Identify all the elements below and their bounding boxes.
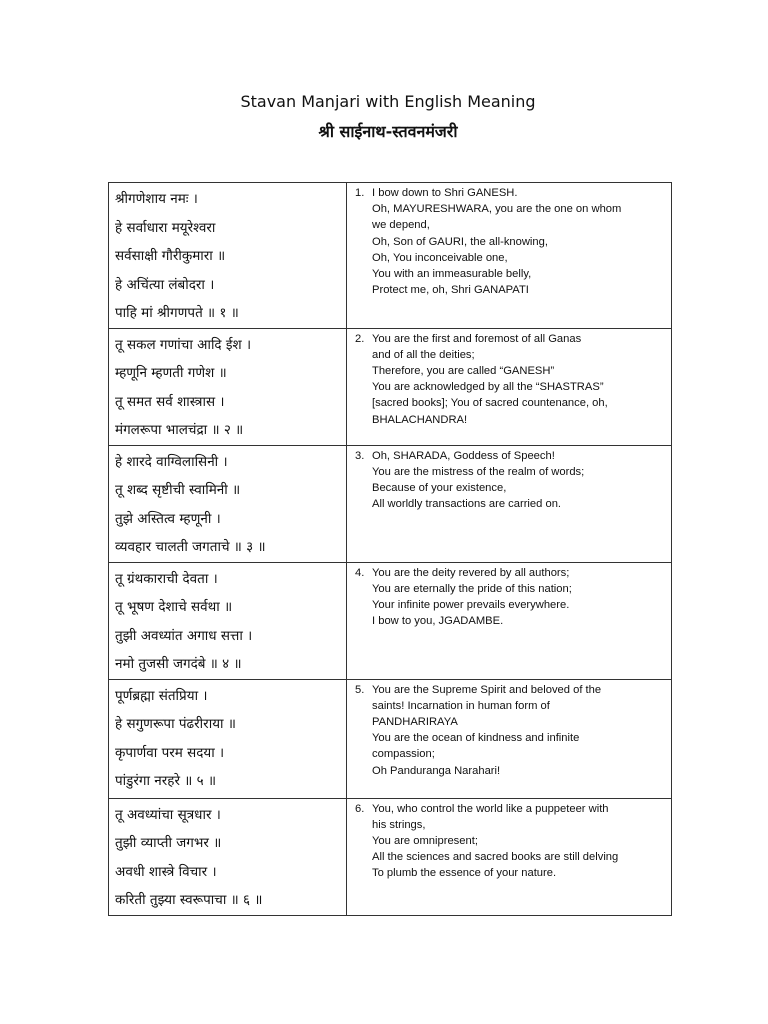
- english-meaning-lines: [372, 185, 667, 298]
- marathi-verse-lines: [109, 799, 346, 915]
- marathi-verse-line: व्यवहार चालती जगताचे ॥ ३ ॥: [115, 539, 266, 555]
- verse-number: 2.: [355, 332, 365, 345]
- english-meaning-line: Therefore, you are called “GANESH”: [372, 364, 555, 377]
- english-meaning-lines: [372, 448, 667, 513]
- marathi-verse-line: मंगलरूपा भालचंद्रा ॥ २ ॥: [115, 422, 244, 438]
- verse-row: [109, 562, 672, 679]
- marathi-verse-line: तू शब्द सृष्टीची स्वामिनी ॥: [115, 482, 241, 498]
- marathi-verse-line: तू ग्रंथकाराची देवता ।: [115, 570, 218, 587]
- marathi-verse-line: तू भूषण देशाचे सर्वथा ॥: [115, 599, 233, 615]
- marathi-verse-line: पूर्णब्रह्मा संतप्रिया ।: [115, 687, 208, 704]
- english-meaning-cell: [347, 328, 672, 445]
- english-meaning-line: Protect me, oh, Shri GANAPATI: [372, 284, 529, 297]
- marathi-verse-line: तू समत सर्व शास्त्रास ।: [115, 393, 225, 410]
- verse-row: [109, 328, 672, 445]
- document-title: Stavan Manjari with English Meaning: [240, 92, 536, 111]
- english-meaning-block: [347, 183, 671, 298]
- english-meaning-line: All the sciences and sacred books are still delving: [372, 851, 619, 864]
- marathi-verse-line: करिती तुझ्या स्वरूपाचा ॥ ६ ॥: [115, 892, 263, 908]
- marathi-verse-line: हे सगुणरूपा पंढरीराया ॥: [115, 716, 236, 732]
- english-meaning-line: You are the first and foremost of all Ganas: [372, 332, 582, 345]
- verse-number: 3.: [355, 449, 365, 462]
- english-meaning-line: Oh, MAYURESHWARA, you are the one on whom: [372, 203, 622, 216]
- english-meaning-line: All worldly transactions are carried on.: [372, 498, 562, 511]
- marathi-verse-line: तू अवध्यांचा सूत्रधार ।: [115, 806, 221, 823]
- marathi-verse-line: पांडुरंगा नरहरे ॥ ५ ॥: [115, 773, 217, 789]
- marathi-verse-lines: [109, 563, 346, 679]
- english-meaning-line: You are acknowledged by all the “SHASTRAS”: [372, 381, 604, 394]
- document-subtitle: श्री साईनाथ-स्तवनमंजरी: [318, 122, 458, 141]
- marathi-verse-line: हे शारदे वाग्विलासिनी ।: [115, 453, 228, 470]
- english-meaning-block: [347, 563, 671, 630]
- marathi-verse-cell: [109, 328, 347, 445]
- marathi-verse-cell: [109, 798, 347, 915]
- english-meaning-line: Oh Panduranga Narahari!: [372, 764, 501, 777]
- marathi-verse-line: हे सर्वाधारा मयूरेश्वरा: [115, 219, 216, 236]
- english-meaning-cell: [347, 798, 672, 915]
- verse-number: 6.: [355, 802, 365, 815]
- english-meaning-line: Oh, You inconceivable one,: [372, 251, 508, 264]
- english-meaning-cell: [347, 445, 672, 562]
- marathi-verse-line: सर्वसाक्षी गौरीकुमारा ॥: [115, 248, 226, 264]
- marathi-verse-line: पाहि मां श्रीगणपते ॥ १ ॥: [115, 305, 239, 321]
- english-meaning-line: You are the ocean of kindness and infinite: [372, 732, 580, 745]
- marathi-verse-line: तू सकल गणांचा आदि ईश ।: [115, 336, 252, 353]
- english-meaning-line: we depend,: [372, 219, 430, 232]
- marathi-verse-line: अवधी शास्त्रे विचार ।: [115, 863, 217, 880]
- marathi-verse-lines: [109, 183, 346, 328]
- english-meaning-lines: [372, 565, 667, 630]
- english-meaning-block: [347, 329, 671, 428]
- english-meaning-lines: [372, 682, 667, 779]
- english-meaning-line: his strings,: [372, 818, 426, 831]
- marathi-verse-lines: [109, 680, 346, 796]
- verse-row: [109, 679, 672, 798]
- verse-row: [109, 445, 672, 562]
- marathi-verse-line: नमो तुजसी जगदंबे ॥ ४ ॥: [115, 656, 242, 672]
- marathi-verse-line: तुझे अस्तित्व म्हणूनी ।: [115, 510, 221, 527]
- english-meaning-line: BHALACHANDRA!: [372, 413, 468, 426]
- marathi-verse-line: कृपार्णवा परम सदया ।: [115, 744, 225, 761]
- marathi-verse-line: तुझी अवध्यांत अगाध सत्ता ।: [115, 627, 253, 644]
- english-meaning-line: You are the mistress of the realm of words;: [372, 465, 585, 478]
- marathi-verse-line: तुझी व्याप्ती जगभर ॥: [115, 835, 222, 851]
- english-meaning-line: To plumb the essence of your nature.: [372, 867, 557, 880]
- english-meaning-line: You are eternally the pride of this nation;: [372, 582, 572, 595]
- marathi-verse-cell: [109, 562, 347, 679]
- verses-table: [108, 182, 672, 916]
- marathi-verse-cell: [109, 183, 347, 329]
- english-meaning-line: [sacred books]; You of sacred countenance, oh,: [372, 397, 608, 410]
- english-meaning-line: I bow to you, JGADAMBE.: [372, 615, 504, 628]
- english-meaning-line: You with an immeasurable belly,: [372, 268, 532, 281]
- verses-table-body: [109, 183, 672, 916]
- english-meaning-line: Oh, Son of GAURI, the all-knowing,: [372, 235, 548, 248]
- english-meaning-line: Your infinite power prevails everywhere.: [372, 598, 570, 611]
- verse-row: [109, 183, 672, 329]
- marathi-verse-line: श्रीगणेशाय नमः ।: [115, 191, 198, 207]
- marathi-verse-line: हे अचिंत्या लंबोदरा ।: [115, 276, 215, 293]
- marathi-verse-line: म्हणूनि म्हणती गणेश ॥: [115, 365, 227, 381]
- verse-row: [109, 798, 672, 915]
- english-meaning-line: I bow down to Shri GANESH.: [372, 187, 518, 199]
- english-meaning-cell: [347, 183, 672, 329]
- english-meaning-lines: [372, 801, 667, 882]
- english-meaning-cell: [347, 562, 672, 679]
- english-meaning-block: [347, 446, 671, 513]
- english-meaning-line: Because of your existence,: [372, 481, 507, 494]
- marathi-verse-cell: [109, 445, 347, 562]
- english-meaning-line: PANDHARIRAYA: [372, 715, 458, 728]
- english-meaning-line: You are omnipresent;: [372, 834, 478, 847]
- english-meaning-line: You are the Supreme Spirit and beloved of the: [372, 683, 602, 696]
- english-meaning-line: You, who control the world like a puppeteer with: [372, 802, 609, 815]
- english-meaning-line: Oh, SHARADA, Goddess of Speech!: [372, 449, 555, 462]
- english-meaning-block: [347, 680, 671, 779]
- marathi-verse-cell: [109, 679, 347, 798]
- english-meaning-line: and of all the deities;: [372, 348, 475, 361]
- verse-number: 5.: [355, 683, 365, 696]
- english-meaning-line: You are the deity revered by all authors;: [372, 566, 570, 579]
- english-meaning-line: compassion;: [372, 748, 435, 761]
- verse-number: 4.: [355, 566, 365, 579]
- marathi-verse-lines: [109, 446, 346, 562]
- verse-number: 1.: [355, 187, 365, 199]
- marathi-verse-lines: [109, 329, 346, 445]
- english-meaning-cell: [347, 679, 672, 798]
- english-meaning-lines: [372, 331, 667, 428]
- english-meaning-line: saints! Incarnation in human form of: [372, 699, 550, 712]
- english-meaning-block: [347, 799, 671, 882]
